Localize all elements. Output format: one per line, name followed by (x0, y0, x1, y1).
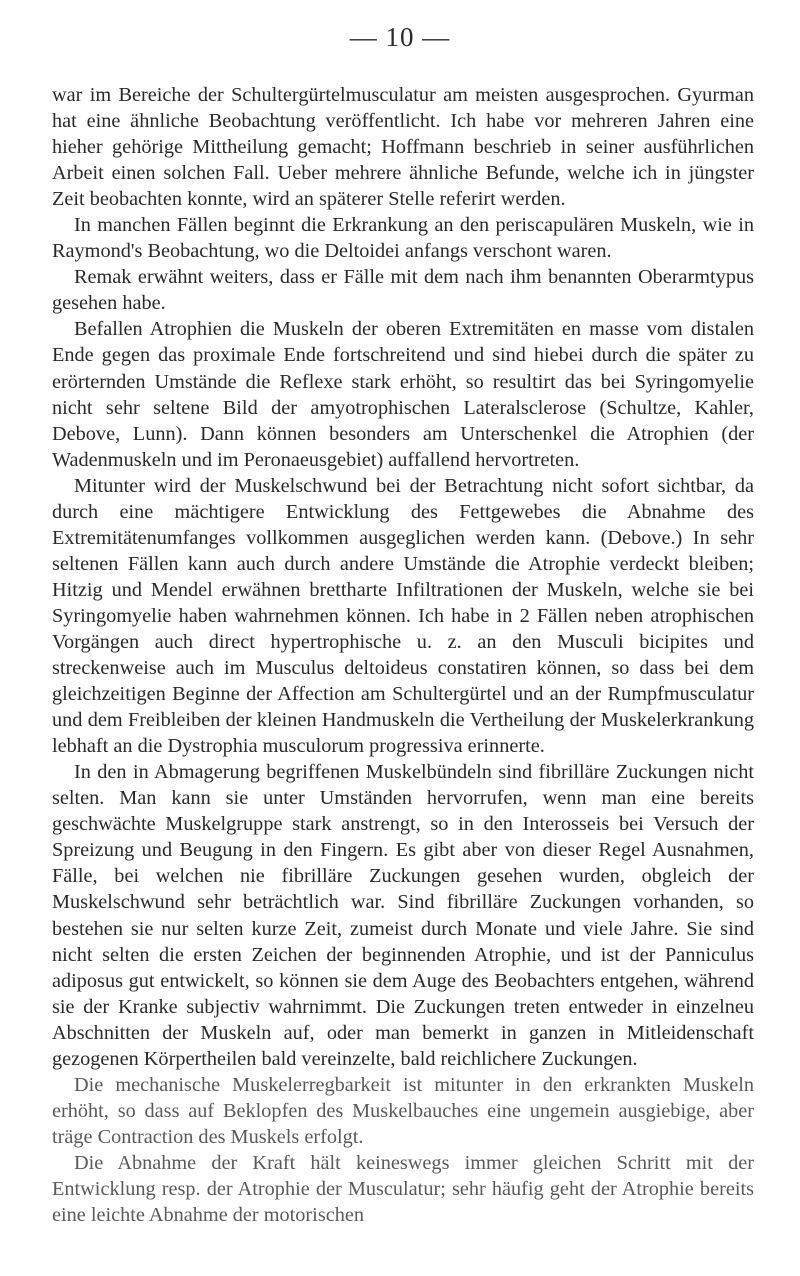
page-number: — 10 — (349, 22, 451, 52)
paragraph: war im Bereiche der Schultergürtelmusculatur am meisten ausgesprochen. Gyurman hat eine ähnliche Beobachtung veröffentlicht. Ich habe vor mehreren Jahren eine hieher gehörige Mittheilung gemacht; Hoffmann beschrieb in seiner ausführlichen Arbeit einen solchen Fall. Ueber mehrere ähnliche Befunde, welche ich in jüngster Zeit beobachten konnte, wird an späterer Stelle referirt werden. (52, 84, 754, 211)
paragraph: Remak erwähnt weiters, dass er Fälle mit dem nach ihm benannten Oberarmtypus gesehen habe. (52, 266, 754, 315)
paragraph: Befallen Atrophien die Muskeln der oberen Extremitäten en masse vom distalen Ende gegen das proximale Ende fortschreitend und sind hiebei durch die später zu erörternden Umstände die Reflexe stark erhöht, so resultirt das bei Syringomyelie nicht sehr seltene Bild der amyotrophischen Lateralsclerose (Schultze, Kahler, Debove, Lunn). Dann können besonders am Unterschenkel die Atrophien (der Wadenmuskeln und im Peronaeusgebiet) auffallend hervortreten. (52, 318, 754, 471)
paragraph: In manchen Fällen beginnt die Erkrankung an den periscapulären Muskeln, wie in Raymond's Beobachtung, wo die Deltoidei anfangs verschont waren. (52, 214, 754, 263)
paragraph: In den in Abmagerung begriffenen Muskelbündeln sind fibrilläre Zuckungen nicht selten. Man kann sie unter Umständen hervorrufen, wenn man eine bereits geschwächte Muskelgruppe stark anstrengt, so in den Interosseis bei Versuch der Spreizung und Beugung in den Fingern. Es gibt aber von dieser Regel Ausnahmen, Fälle, bei welchen nie fibrilläre Zuckungen gesehen wurden, obgleich der Muskelschwund sehr beträchtlich war. Sind fibrilläre Zuckungen vorhanden, so bestehen sie nur selten kurze Zeit, zumeist durch Monate und viele Jahre. Sie sind nicht selten die ersten Zeichen der beginnenden Atrophie, und ist der Panniculus adiposus gut entwickelt, so können sie dem Auge des Beobachters entgehen, während sie der Kranke subjectiv wahrnimmt. Die Zuckungen treten entweder in einzelneu Abschnitten der Muskeln auf, oder man bemerkt in ganzen in Mitleidenschaft gezogenen Körpertheilen bald vereinzelte, bald reichlichere Zuckungen. (52, 761, 754, 1070)
paragraph: Die mechanische Muskelerregbarkeit ist mitunter in den erkrankten Muskeln erhöht, so dass auf Beklopfen des Muskelbauches eine ungemein ausgiebige, aber träge Contraction des Muskels erfolgt. (52, 1073, 754, 1148)
paragraph: Mitunter wird der Muskelschwund bei der Betrachtung nicht sofort sichtbar, da durch eine mächtigere Entwicklung des Fettgewebes die Abnahme des Extremitätenumfanges vollkommen ausgeglichen werden kann. (Debove.) In sehr seltenen Fällen kann auch durch andere Umstände die Atrophie verdeckt bleiben; Hitzig und Mendel erwähnen brettharte Infiltrationen der Muskeln, welche sie bei Syringomyelie haben wahrnehmen können. Ich habe in 2 Fällen neben atrophischen Vorgängen auch direct hypertrophische u. z. an den Musculi bicipites und streckenweise auch im Musculus deltoideus constatiren können, so dass bei dem gleichzeitigen Beginne der Affection am Schultergürtel und an der Rumpfmusculatur und dem Freibleiben der kleinen Handmuskeln die Vertheilung der Muskelerkrankung lebhaft an die Dystrophia musculorum progressiva erinnerte. (52, 474, 754, 758)
body-text (52, 82, 754, 1228)
paragraph: Die Abnahme der Kraft hält keineswegs immer gleichen Schritt mit der Entwicklung resp. der Atrophie der Musculatur; sehr häufig geht der Atrophie bereits eine leichte Abnahme der motorischen (52, 1151, 754, 1227)
